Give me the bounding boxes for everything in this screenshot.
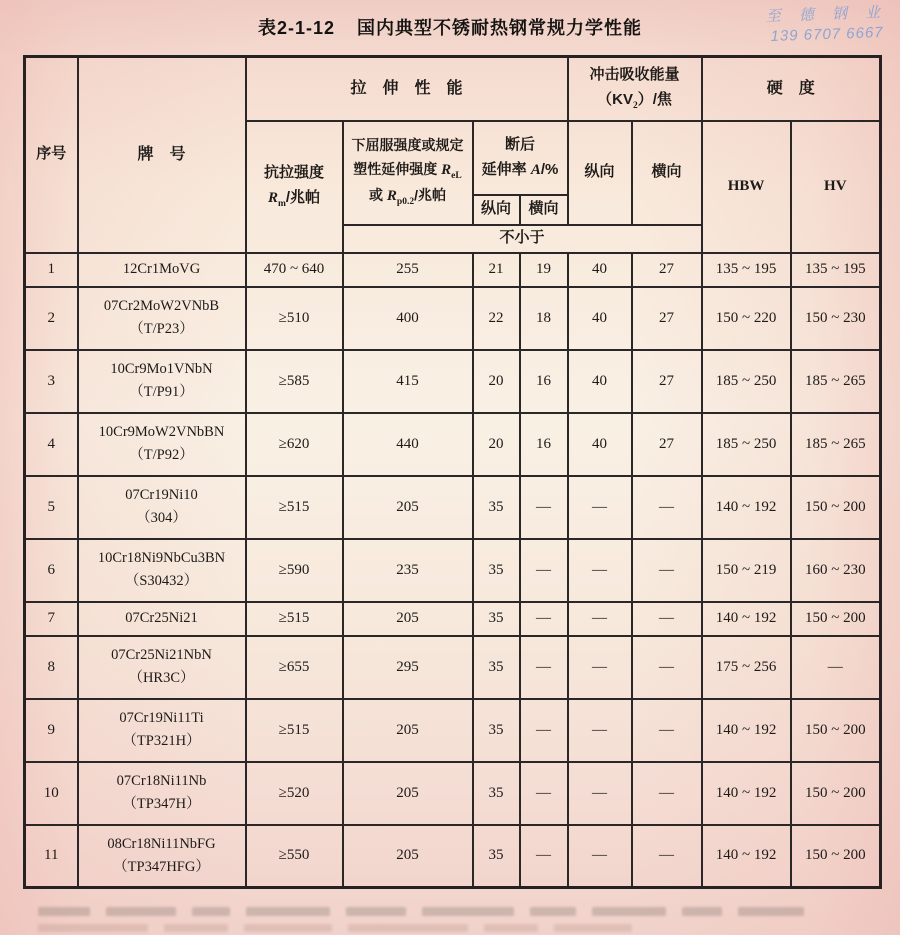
tensile-strength-cell: ≥655 — [246, 636, 343, 699]
hv-cell: 135 ~ 195 — [791, 253, 881, 287]
table-row — [25, 825, 881, 888]
header-yield-strength — [343, 121, 473, 225]
impact-transverse-cell: — — [632, 825, 702, 888]
impact-transverse-cell: — — [632, 476, 702, 539]
elongation-longitudinal-cell: 35 — [473, 825, 520, 888]
grade-line2: （T/P23） — [129, 321, 194, 337]
impact-longitudinal-cell: — — [568, 539, 632, 602]
impact-transverse-cell: — — [632, 539, 702, 602]
impact-transverse-cell: 27 — [632, 287, 702, 350]
grade-line2: （T/P91） — [129, 384, 194, 400]
serial-cell: 9 — [25, 699, 78, 762]
elongation-transverse-cell: 16 — [520, 413, 568, 476]
elongation-transverse-cell: — — [520, 602, 568, 636]
bleed-smudge — [422, 907, 514, 916]
elongation-transverse-cell: 16 — [520, 350, 568, 413]
elongation-transverse-cell: — — [520, 539, 568, 602]
tensile-strength-cell: 470 ~ 640 — [246, 253, 343, 287]
impact-transverse-cell: — — [632, 699, 702, 762]
bleed-smudge — [244, 924, 332, 932]
header-row-groups — [25, 57, 881, 121]
grade-cell — [78, 253, 246, 287]
hv-cell: 150 ~ 200 — [791, 602, 881, 636]
elongation-line2 — [476, 158, 565, 183]
elongation-transverse-cell: — — [520, 825, 568, 888]
elongation-longitudinal-cell: 35 — [473, 476, 520, 539]
tensile-strength-cell: ≥590 — [246, 539, 343, 602]
bleed-smudge — [106, 907, 176, 916]
grade-line2: （TP347HFG） — [113, 858, 210, 875]
header-elongation-transverse: 横向 — [520, 195, 568, 225]
grade-line1: 07Cr18Ni11Nb — [116, 772, 207, 789]
table-number: 表2-1-12 — [257, 18, 336, 38]
serial-cell: 8 — [25, 636, 78, 699]
impact-transverse-cell: — — [632, 762, 702, 825]
yield-strength-cell: 400 — [343, 287, 473, 350]
elongation-transverse-cell: — — [520, 762, 568, 825]
rel-line3-unit: /兆帕 — [414, 187, 446, 204]
header-hardness-group: 硬 度 — [702, 57, 881, 121]
bleedthrough-text-row2 — [30, 919, 875, 935]
table-row — [25, 350, 881, 413]
table-row — [25, 476, 881, 539]
hv-cell: 150 ~ 230 — [791, 287, 881, 350]
table-row — [25, 762, 881, 825]
table-row — [25, 287, 881, 350]
rel-line2 — [346, 158, 470, 184]
grade-line1: 10Cr9Mo1VNbN — [110, 360, 213, 377]
tensile-strength-cell: ≥585 — [246, 350, 343, 413]
header-impact-group — [568, 57, 702, 121]
grade-cell — [78, 413, 246, 476]
yield-strength-cell: 415 — [343, 350, 473, 413]
hbw-cell: 140 ~ 192 — [702, 762, 791, 825]
hbw-cell: 150 ~ 220 — [702, 287, 791, 350]
elongation-longitudinal-cell: 35 — [473, 762, 520, 825]
hbw-cell: 140 ~ 192 — [702, 825, 791, 888]
table-row — [25, 539, 881, 602]
hv-cell: 150 ~ 200 — [791, 762, 881, 825]
header-serial-no: 序号 — [25, 57, 78, 253]
elongation-longitudinal-cell: 21 — [473, 253, 520, 287]
serial-cell: 11 — [25, 825, 78, 888]
rm-label: 抗拉强度 — [263, 163, 324, 181]
grade-cell — [78, 825, 246, 888]
bleed-smudge — [738, 907, 804, 916]
grade-cell — [78, 636, 246, 699]
impact-longitudinal-cell: 40 — [568, 413, 632, 476]
tensile-strength-cell: ≥515 — [246, 699, 343, 762]
tensile-strength-cell: ≥515 — [246, 476, 343, 539]
hbw-cell: 140 ~ 192 — [702, 476, 791, 539]
grade-cell — [78, 762, 246, 825]
header-tensile-strength — [246, 121, 343, 253]
hbw-cell: 150 ~ 219 — [702, 539, 791, 602]
impact-transverse-cell: — — [632, 602, 702, 636]
grade-line2: （304） — [136, 510, 187, 526]
impact-unit: ）/焦 — [637, 90, 672, 108]
yield-strength-cell: 295 — [343, 636, 473, 699]
rm-formula — [249, 186, 340, 213]
header-hv: HV — [791, 121, 881, 253]
impact-longitudinal-cell: — — [568, 825, 632, 888]
impact-longitudinal-cell: — — [568, 699, 632, 762]
bleed-smudge — [192, 907, 230, 916]
elongation-transverse-cell: — — [520, 476, 568, 539]
hbw-cell: 175 ~ 256 — [702, 636, 791, 699]
yield-strength-cell: 205 — [343, 602, 473, 636]
table-body — [25, 253, 881, 888]
bleed-smudge — [484, 924, 538, 932]
elongation-transverse-cell: 19 — [520, 253, 568, 287]
bleed-smudge — [554, 924, 632, 932]
impact-longitudinal-cell: — — [568, 762, 632, 825]
serial-cell: 4 — [25, 413, 78, 476]
header-impact-transverse: 横向 — [632, 121, 702, 225]
header-impact-longitudinal: 纵向 — [568, 121, 632, 225]
grade-cell — [78, 350, 246, 413]
header-hbw: HBW — [702, 121, 791, 253]
elongation-unit: /% — [540, 160, 559, 178]
hbw-cell: 135 ~ 195 — [702, 253, 791, 287]
impact-label-line2 — [571, 88, 699, 115]
hv-cell: 150 ~ 200 — [791, 476, 881, 539]
grade-line1: 08Cr18Ni11NbFG — [107, 835, 216, 852]
rel-line3 — [346, 184, 470, 210]
bleed-smudge — [246, 907, 330, 916]
tensile-strength-cell: ≥550 — [246, 825, 343, 888]
impact-paren-kv: （KV — [597, 90, 633, 108]
table-row — [25, 413, 881, 476]
rel-subscript: eL — [451, 170, 462, 181]
elongation-line1: 断后 — [505, 135, 536, 153]
header-elongation-longitudinal: 纵向 — [473, 195, 520, 225]
grade-cell — [78, 539, 246, 602]
grade-line2: （T/P92） — [129, 447, 194, 463]
impact-longitudinal-cell: 40 — [568, 350, 632, 413]
grade-line1: 07Cr25Ni21 — [125, 609, 198, 626]
header-grade: 牌 号 — [78, 57, 246, 253]
table-row — [25, 602, 881, 636]
watermark-phone: 139 6707 6667 — [770, 24, 885, 46]
serial-cell: 2 — [25, 287, 78, 350]
table-row — [25, 699, 881, 762]
yield-strength-cell: 440 — [343, 413, 473, 476]
impact-transverse-cell: 27 — [632, 253, 702, 287]
hbw-cell: 185 ~ 250 — [702, 413, 791, 476]
serial-cell: 10 — [25, 762, 78, 825]
impact-transverse-cell: 27 — [632, 413, 702, 476]
elongation-transverse-cell: 18 — [520, 287, 568, 350]
bleed-smudge — [682, 907, 722, 916]
grade-line2: （TP347H） — [122, 796, 201, 812]
elongation-label: 延伸率 — [481, 160, 531, 178]
grade-line1: 07Cr2MoW2VNbB — [103, 297, 220, 314]
hv-cell: 185 ~ 265 — [791, 350, 881, 413]
rm-subscript: m — [277, 198, 286, 209]
grade-line1: 10Cr18Ni9NbCu3BN — [97, 549, 226, 566]
rel-line2-text: 塑性延伸强度 — [353, 160, 442, 177]
serial-cell: 6 — [25, 539, 78, 602]
impact-label-line1: 冲击吸收能量 — [589, 66, 680, 84]
bleed-smudge — [164, 924, 228, 932]
elongation-longitudinal-cell: 20 — [473, 413, 520, 476]
watermark-company: 至 德 钢 业 — [765, 3, 888, 26]
hv-cell: 185 ~ 265 — [791, 413, 881, 476]
header-not-less-than: 不小于 — [343, 225, 702, 253]
yield-strength-cell: 255 — [343, 253, 473, 287]
header-tensile-group: 拉 伸 性 能 — [246, 57, 568, 121]
hbw-cell: 185 ~ 250 — [702, 350, 791, 413]
grade-line1: 07Cr19Ni10 — [125, 486, 198, 503]
yield-strength-cell: 235 — [343, 539, 473, 602]
bleed-smudge — [38, 924, 148, 932]
grade-cell — [78, 476, 246, 539]
tensile-strength-cell: ≥520 — [246, 762, 343, 825]
hbw-cell: 140 ~ 192 — [702, 602, 791, 636]
grade-line1: 07Cr25Ni21NbN — [111, 646, 212, 663]
tensile-strength-cell: ≥620 — [246, 413, 343, 476]
bleed-smudge — [530, 907, 576, 916]
impact-longitudinal-cell: — — [568, 636, 632, 699]
tensile-strength-cell: ≥515 — [246, 602, 343, 636]
elongation-transverse-cell: — — [520, 699, 568, 762]
serial-cell: 5 — [25, 476, 78, 539]
elongation-longitudinal-cell: 35 — [473, 539, 520, 602]
impact-subscript: 2 — [632, 100, 638, 111]
elongation-longitudinal-cell: 22 — [473, 287, 520, 350]
rp02-subscript: p0.2 — [396, 196, 415, 207]
grade-line1: 07Cr19Ni11Ti — [119, 709, 204, 726]
grade-line2: （TP321H） — [122, 733, 201, 749]
elongation-longitudinal-cell: 35 — [473, 699, 520, 762]
bleed-smudge — [592, 907, 666, 916]
table-caption: 国内典型不锈耐热钢常规力学性能 — [357, 18, 643, 38]
tensile-strength-cell: ≥510 — [246, 287, 343, 350]
impact-longitudinal-cell: 40 — [568, 253, 632, 287]
table-title — [0, 14, 900, 40]
yield-strength-cell: 205 — [343, 762, 473, 825]
grade-line2: （HR3C） — [128, 670, 195, 686]
table-row — [25, 636, 881, 699]
yield-strength-cell: 205 — [343, 476, 473, 539]
hbw-cell: 140 ~ 192 — [702, 699, 791, 762]
grade-line1: 12Cr1MoVG — [122, 260, 201, 277]
rp02-symbol: R — [386, 188, 397, 205]
elongation-longitudinal-cell: 35 — [473, 602, 520, 636]
serial-cell: 3 — [25, 350, 78, 413]
rel-symbol: R — [441, 161, 452, 178]
serial-cell: 1 — [25, 253, 78, 287]
hv-cell: 150 ~ 200 — [791, 699, 881, 762]
hv-cell: 160 ~ 230 — [791, 539, 881, 602]
rel-line1: 下屈服强度或规定 — [351, 137, 464, 154]
serial-cell: 7 — [25, 602, 78, 636]
yield-strength-cell: 205 — [343, 699, 473, 762]
impact-longitudinal-cell: 40 — [568, 287, 632, 350]
hv-cell: — — [791, 636, 881, 699]
impact-longitudinal-cell: — — [568, 602, 632, 636]
grade-cell — [78, 602, 246, 636]
elongation-longitudinal-cell: 20 — [473, 350, 520, 413]
elongation-longitudinal-cell: 35 — [473, 636, 520, 699]
impact-transverse-cell: — — [632, 636, 702, 699]
elongation-symbol: A — [530, 161, 541, 178]
hv-cell: 150 ~ 200 — [791, 825, 881, 888]
mechanical-properties-table — [23, 55, 882, 889]
rm-symbol: R — [267, 189, 278, 206]
bleed-smudge — [346, 907, 406, 916]
rm-unit: /兆帕 — [285, 188, 321, 206]
bleed-smudge — [348, 924, 468, 932]
impact-transverse-cell: 27 — [632, 350, 702, 413]
elongation-transverse-cell: — — [520, 636, 568, 699]
table-row — [25, 253, 881, 287]
bleed-smudge — [38, 907, 90, 916]
impact-longitudinal-cell: — — [568, 476, 632, 539]
grade-line2: （S30432） — [124, 573, 199, 589]
yield-strength-cell: 205 — [343, 825, 473, 888]
grade-line1: 10Cr9MoW2VNbBN — [98, 423, 225, 440]
grade-cell — [78, 699, 246, 762]
rel-line3-or: 或 — [369, 187, 387, 204]
header-elongation — [473, 121, 568, 195]
grade-cell — [78, 287, 246, 350]
